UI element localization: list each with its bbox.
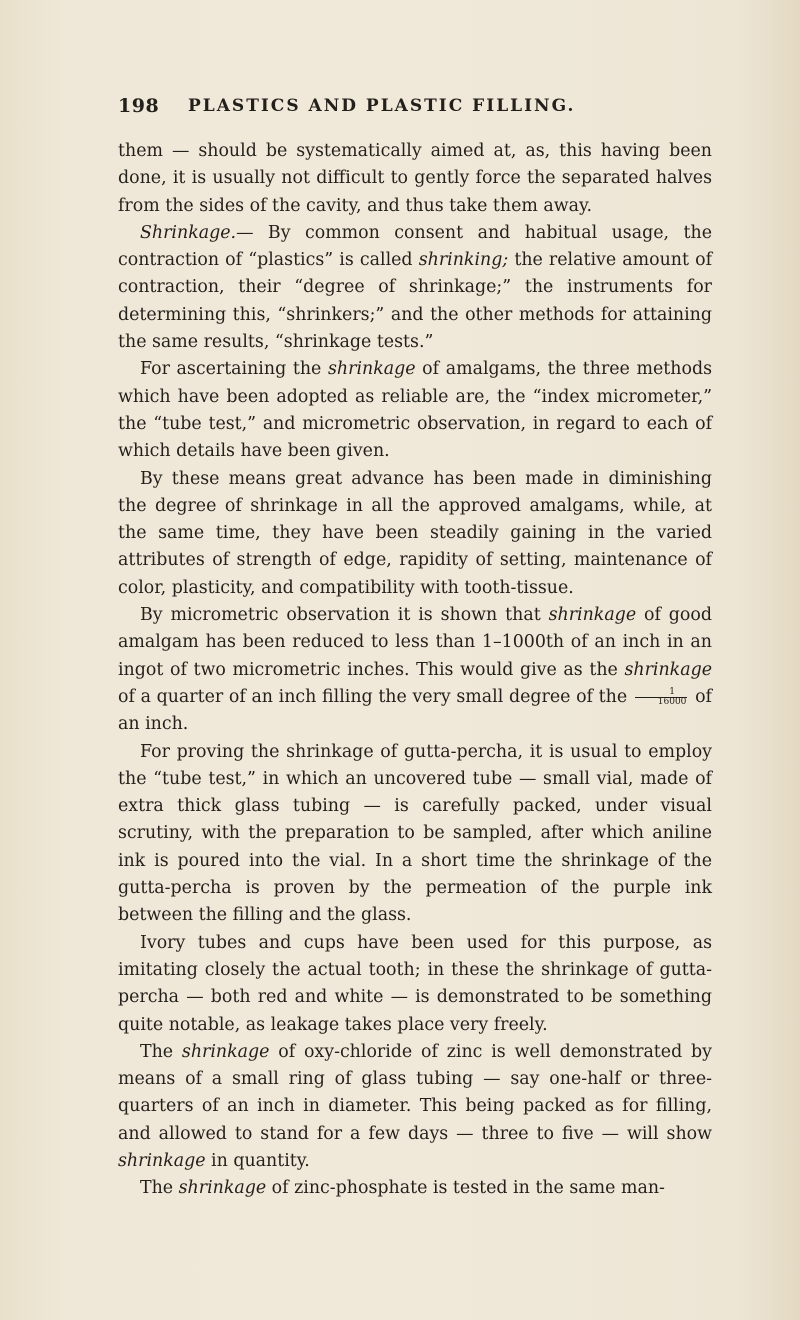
paragraph-amalgam-methods: For ascertaining the shrinkage of amalgams, the three methods which have been adopted as reliable are, the “index micrometer,” the “tube test,” and micrometric observation, in regard to each of which details have been given. xyxy=(118,359,712,462)
paragraph-oxy-chloride: The shrinkage of oxy-chloride of zinc is well demonstrated by means of a small ring of glass tubing — say one-half or three-quarters of an inch in diameter. This being packed as for filling, and allowed to stand for a few days — three to five — will show shrinkage in quantity. xyxy=(118,1041,712,1171)
body-text xyxy=(118,138,712,1203)
paragraph-continuation: them — should be systematically aimed at, as, this having been done, it is usually not difficult to gently force the separated halves from the sides of the cavity, and thus take them away. xyxy=(118,141,712,216)
fraction-one-sixteen-thousandth: $\frac{1}{16000}$ xyxy=(635,688,688,707)
paragraph-ivory-tubes: Ivory tubes and cups have been used for this purpose, as imitating closely the actual tooth; in these the shrinkage of gutta-percha — both red and white — is demonstrated to be something quite notable, as leakage takes place very freely. xyxy=(118,932,712,1035)
paragraph-shrinkage-definition: Shrinkage.— By common consent and habitual usage, the contraction of “plastics” is called shrinking; the relative amount of contraction, their “degree of shrinkage;” the instruments for determining this, “shrinkers;” and the other methods for attaining the same results, “shrinkage tests.” xyxy=(118,222,713,353)
paragraph-advance: By these means great advance has been made in diminishing the degree of shrinkage in all the approved amalgams, while, at the same time, they have been steadily gaining in the varied attributes of strength of edge, rapidity of setting, maintenance of color, plasticity, and compatibility with tooth-tissue. xyxy=(118,468,712,598)
running-title: PLASTICS AND PLASTIC FILLING. xyxy=(188,96,576,116)
section-lead-shrinkage: Shrinkage. xyxy=(140,222,237,243)
page-number: 198 xyxy=(118,95,160,117)
paragraph-gutta-percha-tube-test: For proving the shrinkage of gutta-percha, it is usual to employ the “tube test,” in which an uncovered tube — small vial, made of extra thick glass tubing — is carefully packed, under visual scrutiny, with the preparation to be sampled, after which aniline ink is poured into the vial. In a short time the shrinkage of the gutta-percha is proven by the permeation of the purple ink between the filling and the glass. xyxy=(118,741,712,926)
paragraph-zinc-phosphate: The shrinkage of zinc-phosphate is tested in the same man- xyxy=(140,1178,665,1199)
paragraph-micrometric: By micrometric observation it is shown that shrinkage of good amalgam has been reduced to less than 1–1000th of an inch in an ingot of two micrometric inches. This would give as the shrinkage of a quarter of an inch filling the very small degree of the $\frac{1}{16000}$ of an inch. xyxy=(118,605,712,735)
page-header xyxy=(118,93,718,119)
